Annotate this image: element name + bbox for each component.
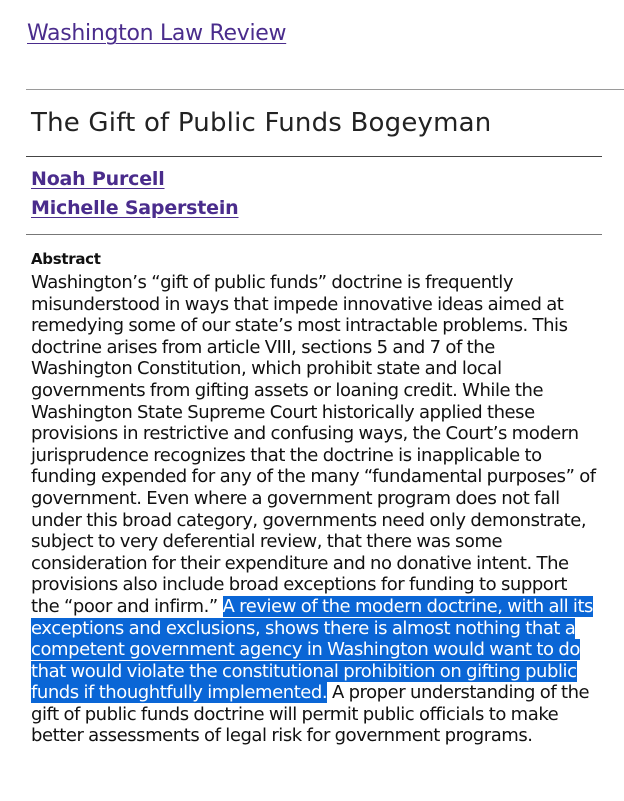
author-list [31, 168, 239, 226]
author-link-michelle-saperstein[interactable]: Michelle Saperstein [31, 197, 239, 219]
author-link-noah-purcell[interactable]: Noah Purcell [31, 168, 165, 190]
title-divider [26, 156, 602, 157]
article-title: The Gift of Public Funds Bogeyman [31, 108, 492, 138]
abstract-text-unselected-end: A proper understanding of the gift of public funds doctrine will permit public officials to make better assessments of legal risk for government programs. [31, 682, 590, 747]
abstract-selected-text[interactable]: A review of the modern doctrine, with all its exceptions and exclusions, shows there is almost nothing that a competent government agency in Washington would want to do that would violate the constitutional prohibition on gifting public funds if thoughtfully implemented. [31, 595, 593, 704]
author-list-item [31, 168, 239, 197]
authors-divider [26, 234, 602, 235]
journal-title-link[interactable]: Washington Law Review [27, 21, 287, 46]
abstract-text-unselected-start: Washington’s “gift of public funds” doctrine is frequently misunderstood in ways that impede innovative ideas aimed at remedying some of our state’s most intractable problems. This doctrine arises from article VIII, sections 5 and 7 of the Washington Constitution, which prohibit state and local governments from gifting assets or loaning credit. While the Washington State Supreme Court historically applied these provisions in restrictive and confusing ways, the Court’s modern jurisprudence recognizes that the doctrine is inapplicable to funding expended for any of the many “fundamental purposes” of government. Even where a government program does not fall under this broad category, governments need only demonstrate, subject to very deferential review, that there was some consideration for their expenditure and no donative intent. The provisions also include broad exceptions for funding to support the “poor and infirm.” [31, 272, 596, 617]
author-list-item [31, 197, 239, 226]
abstract-heading: Abstract [31, 250, 101, 268]
abstract-text[interactable] [31, 272, 597, 747]
header-divider [26, 89, 624, 90]
